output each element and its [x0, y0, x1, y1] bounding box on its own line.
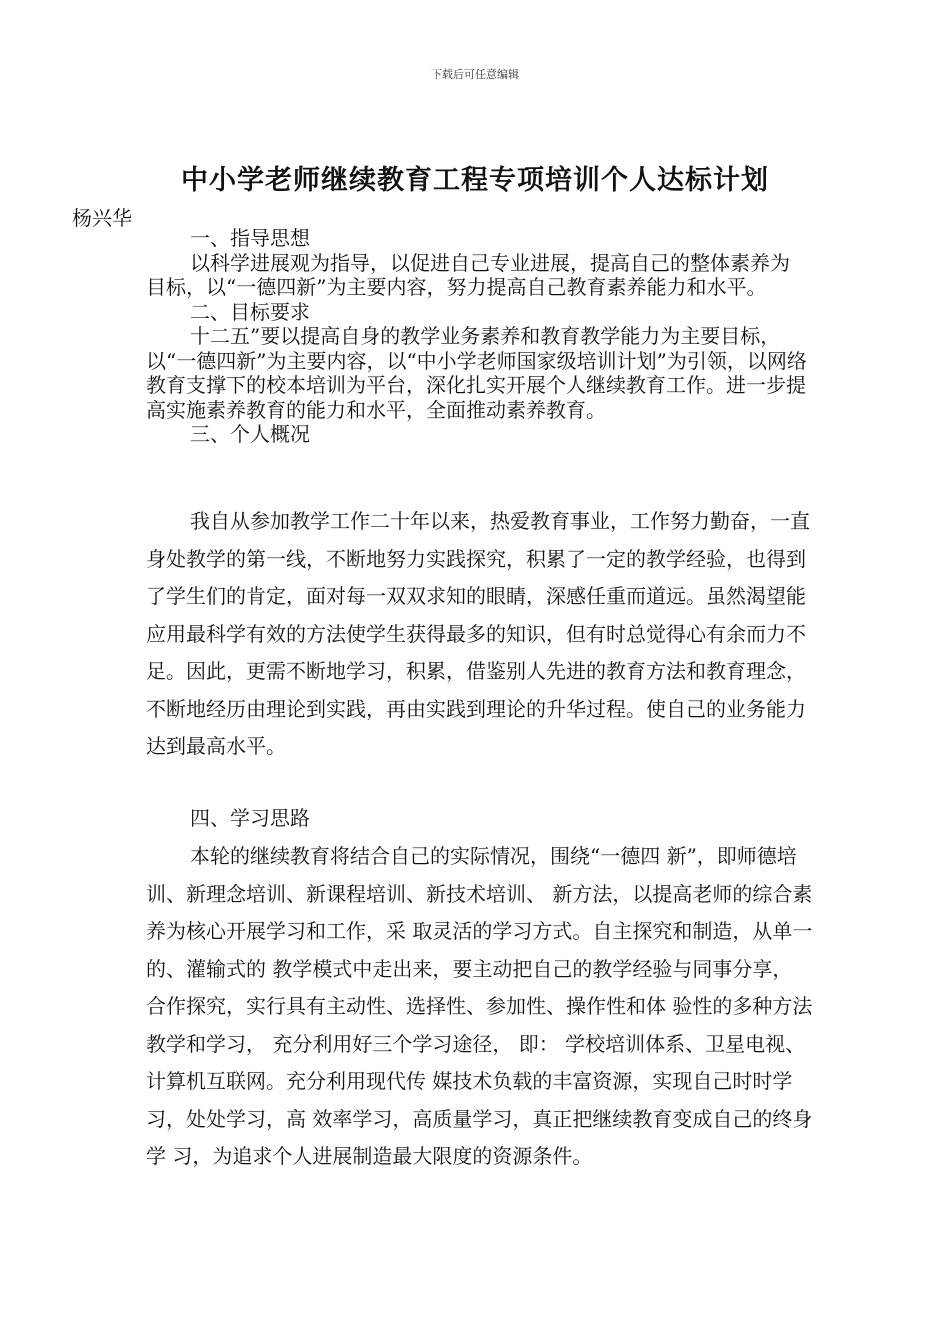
- section-3-heading: 三、个人概况: [190, 422, 310, 446]
- section-1-body: 以科学进展观为指导，以促进自己专业进展，提高自己的整体素养为目标，以“一德四新”为主要内容，努力提高自己教育素养能力和水平。: [146, 250, 790, 299]
- section-2-body: 十二五”要以提高自身的教学业务素养和教育教学能力为主要目标，以“一德四新”为主要内容，以“中小学老师国家级培训计划”为引领，以网络教育支撑下的校本培训为平台，深化扎实开展个人继续教育工作。进一步提高实施素养教育的能力和水平，全面推动素养教育。: [146, 324, 807, 422]
- section-3-block: [146, 503, 818, 766]
- section-3-body: 我自从参加教学工作二十年以来，热爱教育事业，工作努力勤奋，一直身处教学的第一线，不断地努力实践探究，积累了一定的教学经验，也得到了学生们的肯定，面对每一双双求知的眼睛，深感任重而道远。虽然渴望能应用最科学有效的方法使学生获得最多的知识，但有时总觉得心有余而力不足。因此，更需不断地学习，积累，借鉴别人先进的教育方法和教育理念，不断地经历由理论到实践，再由实践到理论的升华过程。使自己的业务能力达到最高水平。: [146, 509, 810, 758]
- header-note: 下载后可任意编辑: [431, 68, 519, 81]
- section-4-body: 本轮的继续教育将结合自己的实际情况，围绕“一德四 新”，即师德培训、新理念培训、新课程培训、新技术培训、 新方法，以提高老师的综合素养为核心开展学习和工作，采 取灵活的学习方式。自主探究和制造，从单一的、灌输式的 教学模式中走出来，要主动把自己的教学经验与同事分享， 合作探究，实行具有主动性、选择性、参加性、操作性和体 验性的多种方法教学和学习， 充分利用好三个学习途径， 即： 学校培训体系、卫星电视、计算机互联网。充分利用现代传 媒技术负载的丰富资源，实现自己时时学习，处处学习，高 效率学习，高质量学习，真正把继续教育变成自己的终身学 习，为追求个人进展制造最大限度的资源条件。: [146, 844, 813, 1168]
- section-4-body-block: [146, 838, 818, 1176]
- section-4-heading: 四、学习思路: [190, 806, 310, 830]
- section-4-block: [146, 800, 818, 838]
- document-title: 中小学老师继续教育工程专项培训个人达标计划: [181, 165, 769, 196]
- author-name: 杨兴华: [72, 206, 132, 230]
- section-1-heading: 一、指导思想: [190, 226, 310, 250]
- section-2-heading: 二、目标要求: [190, 299, 310, 324]
- section-1-2: [146, 226, 808, 447]
